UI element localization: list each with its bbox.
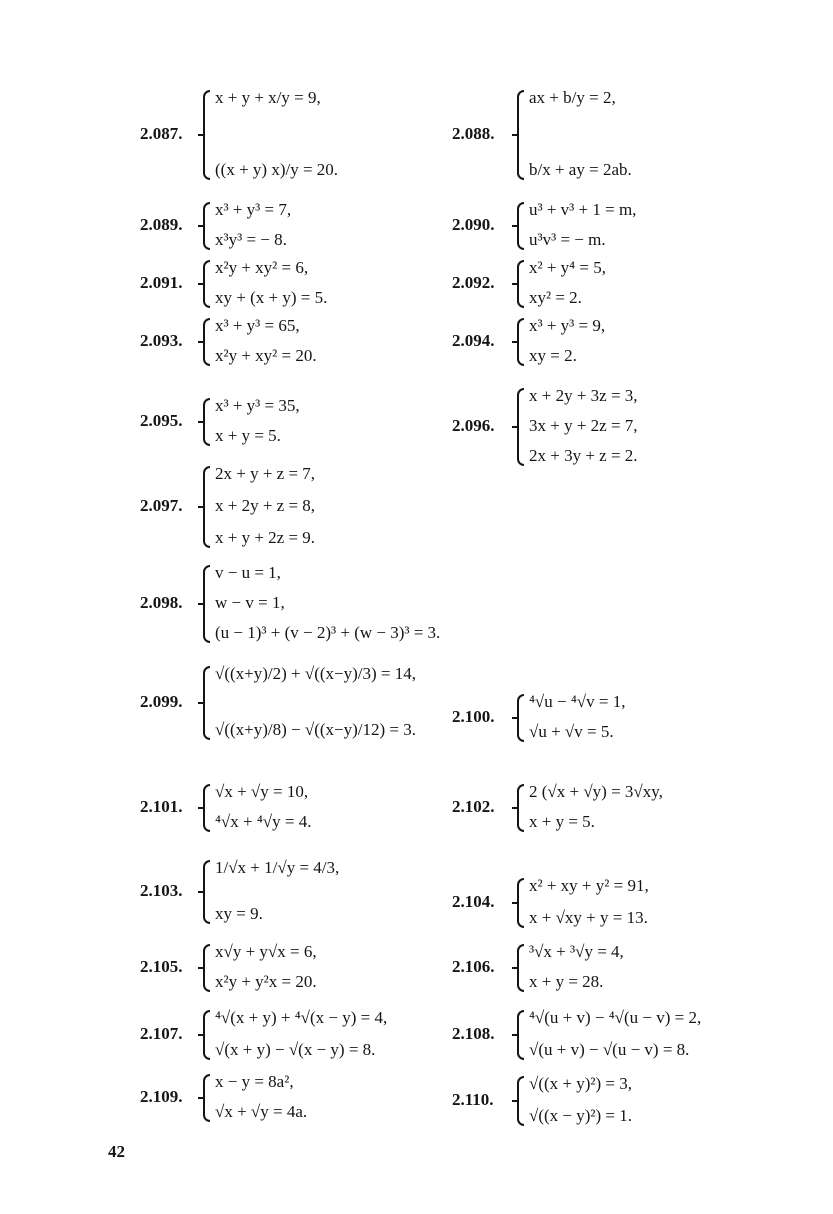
problem-number: 2.107. — [140, 1024, 183, 1043]
system-brace-tip — [198, 225, 204, 227]
problem-number: 2.106. — [452, 957, 495, 976]
system-brace-tip — [512, 902, 518, 904]
system-brace-tip — [198, 702, 204, 704]
equation-line: x + y = 5. — [529, 812, 595, 831]
problem-number: 2.089. — [140, 215, 183, 234]
equation-line: x² + y⁴ = 5, — [529, 258, 606, 277]
system-brace — [203, 860, 210, 924]
equation-line: √((x+y)/8) − √((x−y)/12) = 3. — [215, 720, 416, 739]
system-brace — [203, 318, 210, 366]
system-brace — [517, 1010, 524, 1060]
equation-line: √((x − y)²) = 1. — [529, 1106, 632, 1125]
system-brace-tip — [512, 717, 518, 719]
equation-line: 2x + 3y + z = 2. — [529, 446, 638, 465]
problem-number: 2.109. — [140, 1087, 183, 1106]
problem-number: 2.108. — [452, 1024, 495, 1043]
system-brace-tip — [512, 225, 518, 227]
system-brace — [517, 202, 524, 250]
problem-number: 2.095. — [140, 411, 183, 430]
system-brace — [517, 694, 524, 742]
system-brace — [517, 388, 524, 466]
system-brace-tip — [198, 283, 204, 285]
equation-line: xy + (x + y) = 5. — [215, 288, 328, 307]
system-brace-tip — [198, 341, 204, 343]
system-brace-tip — [198, 134, 204, 136]
system-brace — [203, 1010, 210, 1060]
system-brace — [517, 1076, 524, 1126]
equation-line: √(u + v) − √(u − v) = 8. — [529, 1040, 690, 1059]
system-brace-tip — [512, 967, 518, 969]
system-brace — [203, 466, 210, 548]
equation-line: 1/√x + 1/√y = 4/3, — [215, 858, 340, 877]
equation-line: x + y + x/y = 9, — [215, 88, 321, 107]
problem-number: 2.101. — [140, 797, 183, 816]
problem-number: 2.104. — [452, 892, 495, 911]
system-brace — [203, 565, 210, 643]
system-brace-tip — [512, 341, 518, 343]
system-brace — [517, 784, 524, 832]
system-brace-tip — [512, 134, 518, 136]
system-brace — [517, 260, 524, 308]
equation-line: x³ + y³ = 7, — [215, 200, 292, 219]
system-brace — [203, 666, 210, 740]
equation-line: ⁴√(x + y) + ⁴√(x − y) = 4, — [215, 1008, 388, 1027]
problem-number: 2.100. — [452, 707, 495, 726]
problem-number: 2.105. — [140, 957, 183, 976]
system-brace-tip — [198, 967, 204, 969]
problem-number: 2.096. — [452, 416, 495, 435]
equation-line: w − v = 1, — [215, 593, 285, 612]
equation-line: x³ + y³ = 65, — [215, 316, 300, 335]
problem-number: 2.098. — [140, 593, 183, 612]
system-brace-tip — [198, 807, 204, 809]
equation-line: x + y + 2z = 9. — [215, 528, 316, 547]
equation-line: 2 (√x + √y) = 3√xy, — [529, 782, 663, 801]
system-brace — [203, 784, 210, 832]
system-brace — [203, 944, 210, 992]
equation-line: b/x + ay = 2ab. — [529, 160, 632, 179]
system-brace — [517, 944, 524, 992]
equation-line: (u − 1)³ + (v − 2)³ + (w − 3)³ = 3. — [215, 623, 441, 642]
equation-line: x³ + y³ = 35, — [215, 396, 300, 415]
system-brace — [517, 878, 524, 928]
system-brace-tip — [512, 1034, 518, 1036]
equation-line: ³√x + ³√y = 4, — [529, 942, 624, 961]
equation-line: √((x + y)²) = 3, — [529, 1074, 632, 1093]
equation-line: x + 2y + z = 8, — [215, 496, 316, 515]
system-brace-tip — [198, 421, 204, 423]
equation-line: x²y + xy² = 6, — [215, 258, 309, 277]
system-brace-tip — [198, 506, 204, 508]
equation-line: u³ + v³ + 1 = m, — [529, 200, 637, 219]
system-brace-tip — [512, 426, 518, 428]
equation-line: 3x + y + 2z = 7, — [529, 416, 638, 435]
equation-line: x³y³ = − 8. — [215, 230, 287, 249]
system-brace-tip — [198, 1097, 204, 1099]
equation-line: v − u = 1, — [215, 563, 281, 582]
problem-number: 2.097. — [140, 496, 183, 515]
equation-line: √u + √v = 5. — [529, 722, 614, 741]
equation-line: u³v³ = − m. — [529, 230, 606, 249]
system-brace-tip — [198, 603, 204, 605]
equation-line: xy² = 2. — [529, 288, 582, 307]
equation-line: ((x + y) x)/y = 20. — [215, 160, 339, 179]
equation-line: ax + b/y = 2, — [529, 88, 616, 107]
problem-number: 2.092. — [452, 273, 495, 292]
equation-line: ⁴√(u + v) − ⁴√(u − v) = 2, — [529, 1008, 702, 1027]
equation-line: x³ + y³ = 9, — [529, 316, 606, 335]
system-brace-tip — [198, 1034, 204, 1036]
equation-line: 2x + y + z = 7, — [215, 464, 316, 483]
system-brace-tip — [512, 283, 518, 285]
equation-line: x²y + xy² = 20. — [215, 346, 317, 365]
equation-line: x + y = 28. — [529, 972, 604, 991]
system-brace-tip — [512, 807, 518, 809]
equation-line: x²y + y²x = 20. — [215, 972, 317, 991]
equation-line: √(x + y) − √(x − y) = 8. — [215, 1040, 376, 1059]
system-brace — [203, 1074, 210, 1122]
system-brace-tip — [512, 1100, 518, 1102]
equation-line: √x + √y = 10, — [215, 782, 309, 801]
equation-line: x√y + y√x = 6, — [215, 942, 317, 961]
page-number: 42 — [108, 1142, 125, 1161]
system-brace — [517, 318, 524, 366]
problem-number: 2.094. — [452, 331, 495, 350]
equation-line: x − y = 8a², — [215, 1072, 294, 1091]
equation-line: ⁴√x + ⁴√y = 4. — [215, 812, 312, 831]
system-brace — [517, 90, 524, 180]
problem-number: 2.090. — [452, 215, 495, 234]
equation-line: √((x+y)/2) + √((x−y)/3) = 14, — [215, 664, 416, 683]
system-brace — [203, 90, 210, 180]
system-brace — [203, 398, 210, 446]
equation-line: √x + √y = 4a. — [215, 1102, 308, 1121]
equation-line: ⁴√u − ⁴√v = 1, — [529, 692, 626, 711]
equation-line: x² + xy + y² = 91, — [529, 876, 649, 895]
equation-line: x + 2y + 3z = 3, — [529, 386, 638, 405]
equation-line: x + y = 5. — [215, 426, 281, 445]
system-brace — [203, 202, 210, 250]
problem-number: 2.110. — [452, 1090, 494, 1109]
problem-number: 2.087. — [140, 124, 183, 143]
system-brace — [203, 260, 210, 308]
equation-line: xy = 2. — [529, 346, 577, 365]
equation-line: x + √xy + y = 13. — [529, 908, 648, 927]
problem-number: 2.093. — [140, 331, 183, 350]
problem-number: 2.088. — [452, 124, 495, 143]
problem-number: 2.103. — [140, 881, 183, 900]
system-brace-tip — [198, 891, 204, 893]
problem-number: 2.102. — [452, 797, 495, 816]
problem-number: 2.099. — [140, 692, 183, 711]
equation-line: xy = 9. — [215, 904, 263, 923]
problem-number: 2.091. — [140, 273, 183, 292]
